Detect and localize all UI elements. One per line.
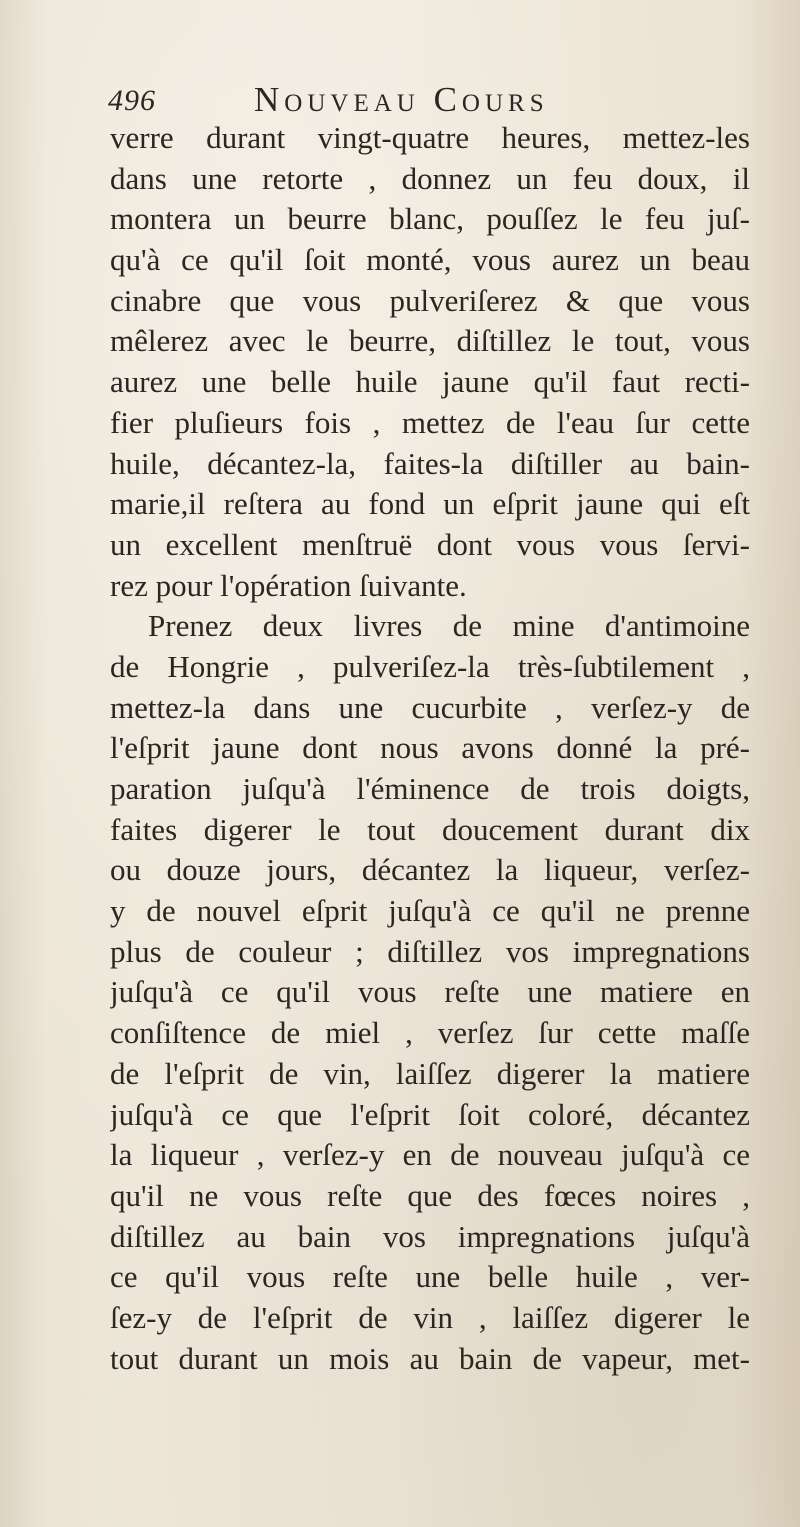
text-line: la liqueur , verſez-y en de nouveau juſqu'à ce: [110, 1137, 750, 1173]
text-line: juſqu'à ce que l'eſprit ſoit coloré, décantez: [110, 1096, 750, 1132]
text-line: aurez une belle huile jaune qu'il faut recti-: [110, 364, 750, 400]
page-number: 496: [108, 84, 156, 117]
text-line: ſez-y de l'eſprit de vin , laiſſez digerer le: [110, 1299, 750, 1335]
text-line: ce qu'il vous reſte une belle huile , ver-: [110, 1259, 750, 1295]
text-line: qu'à ce qu'il ſoit monté, vous aurez un beau: [110, 242, 750, 278]
text-line: y de nouvel eſprit juſqu'à ce qu'il ne prenne: [110, 893, 750, 929]
text-line: mettez-la dans une cucurbite , verſez-y de: [110, 689, 750, 725]
text-line: tout durant un mois au bain de vapeur, met-: [110, 1340, 750, 1376]
text-line: verre durant vingt-quatre heures, mettez-les: [110, 120, 750, 155]
text-line: marie,il reſtera au fond un eſprit jaune qui eſt: [110, 486, 750, 522]
text-line: qu'il ne vous reſte que des fœces noires ,: [110, 1177, 750, 1213]
text-line: montera un beurre blanc, pouſſez le feu juſ-: [110, 201, 750, 237]
text-line: ou douze jours, décantez la liqueur, verſez-: [110, 852, 750, 888]
text-line: diſtillez au bain vos impregnations juſqu'à: [110, 1218, 750, 1254]
text-line: de l'eſprit de vin, laiſſez digerer la matiere: [110, 1055, 750, 1091]
text-line: l'eſprit jaune dont nous avons donné la pré-: [110, 730, 750, 766]
page-header: [108, 78, 748, 122]
text-line: de Hongrie , pulveriſez-la très-ſubtilement ,: [110, 648, 750, 684]
paragraph-start-line: Prenez deux livres de mine d'antimoine: [148, 608, 750, 644]
text-line: fier pluſieurs fois , mettez de l'eau ſur cette: [110, 404, 750, 440]
text-line: un excellent menſtruë dont vous vous ſervi-: [110, 526, 750, 562]
text-line: conſiſtence de miel , verſez ſur cette maſſe: [110, 1015, 750, 1051]
text-line: faites digerer le tout doucement durant dix: [110, 811, 750, 847]
paragraph-end-line: rez pour l'opération ſuivante.: [110, 567, 467, 603]
text-line: juſqu'à ce qu'il vous reſte une matiere en: [110, 974, 750, 1010]
text-line: mêlerez avec le beurre, diſtillez le tout, vous: [110, 323, 750, 359]
text-line: huile, décantez-la, faites-la diſtiller au bain-: [110, 445, 750, 481]
body-text: [110, 118, 750, 1379]
text-line: paration juſqu'à l'éminence de trois doigts,: [110, 771, 750, 806]
text-line: dans une retorte , donnez un feu doux, il: [110, 160, 750, 196]
running-title: Nouveau Cours: [254, 80, 549, 119]
text-line: cinabre que vous pulveriſerez & que vous: [110, 282, 750, 318]
text-line: plus de couleur ; diſtillez vos impregnations: [110, 933, 750, 969]
